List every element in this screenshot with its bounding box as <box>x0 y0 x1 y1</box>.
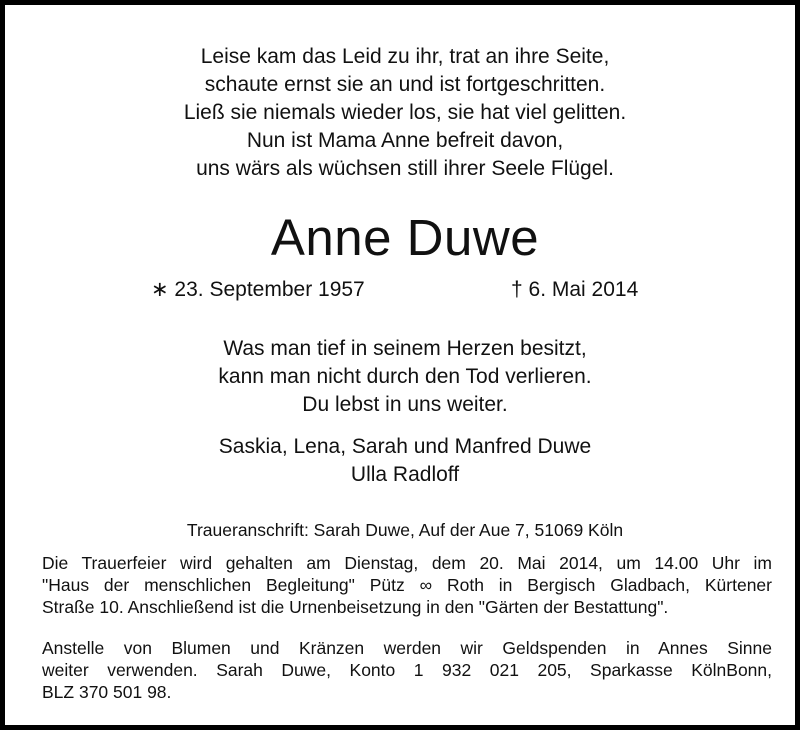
memorial-poem <box>5 43 800 183</box>
donation-notice-line: Anstelle von Blumen und Kränzen werden wir Geldspenden in Annes Sinne <box>42 638 772 658</box>
condolence-address: Traueranschrift: Sarah Duwe, Auf der Aue 7, 51069 Köln <box>186 520 624 540</box>
birth-date: ∗ 23. September 1957 <box>151 278 365 301</box>
poem-line: Nun ist Mama Anne befreit davon, <box>246 129 564 152</box>
quote-line: Du lebst in uns weiter. <box>302 393 508 416</box>
quote-line: kann man nicht durch den Tod verlieren. <box>218 365 592 388</box>
donation-notice-line: weiter verwenden. Sarah Duwe, Konto 1 932 021 205, Sparkasse KölnBonn, <box>42 660 772 680</box>
donation-notice <box>42 637 772 703</box>
mourners-list <box>5 433 800 489</box>
death-date: † 6. Mai 2014 <box>511 278 639 301</box>
mourners-line: Saskia, Lena, Sarah und Manfred Duwe <box>218 435 592 458</box>
deceased-name: Anne Duwe <box>270 209 540 266</box>
poem-line: Leise kam das Leid zu ihr, trat an ihre Seite, <box>200 45 610 68</box>
poem-line: Ließ sie niemals wieder los, sie hat viel gelitten. <box>183 101 627 124</box>
poem-line: uns wärs als wüchsen still ihrer Seele Flügel. <box>196 157 614 180</box>
quote-line: Was man tief in seinem Herzen besitzt, <box>223 337 587 360</box>
donation-notice-line: BLZ 370 501 98. <box>42 682 172 702</box>
mourners-line: Ulla Radloff <box>350 463 460 486</box>
poem-line: schaute ernst sie an und ist fortgeschritten. <box>204 73 606 96</box>
memorial-quote <box>5 335 800 419</box>
funeral-notice-line: Straße 10. Anschließend ist die Urnenbeisetzung in den "Gärten der Bestattung". <box>42 597 669 617</box>
funeral-notice <box>42 552 772 618</box>
funeral-notice-line: "Haus der menschlichen Begleitung" Pütz ∞ Roth in Bergisch Gladbach, Kürtener <box>42 575 772 595</box>
funeral-notice-line: Die Trauerfeier wird gehalten am Dienstag, dem 20. Mai 2014, um 14.00 Uhr im <box>42 553 772 573</box>
